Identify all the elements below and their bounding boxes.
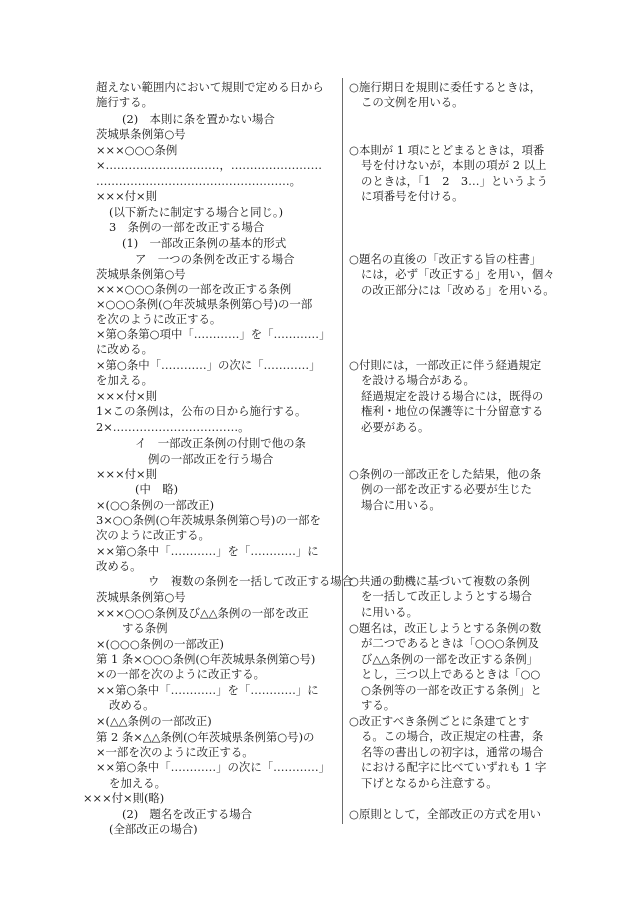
body-line: (2) 題名を改正する場合 [122,807,253,821]
annotation-line: を設ける場合がある。 [361,373,475,388]
body-line: 3×○○条例(○年茨城県条例第○号)の一部を [96,513,321,527]
annotation-line: び△△条例の一部を改正する条例」 [361,651,538,666]
annotation-line: 場合に用いる。 [361,497,441,512]
body-line: ×○○○条例(○年茨城県条例第○号)の一部 [96,297,313,311]
body-line: 次のように改正する。 [96,528,210,542]
body-line: ×第○条中「…………」の次に「…………」 [96,358,321,372]
body-line: ×××付×則 [96,467,157,481]
annotation-line: この文例を用いる。 [361,95,464,110]
body-line: ××第○条中「…………」を「…………」に [96,683,319,697]
body-line: ×一部を次のように改正する。 [96,745,254,759]
body-line: 第 1 条×○○○条例(○年茨城県条例第○号) [96,652,316,666]
body-line: する条例 [122,621,168,635]
annotation-line: 下げとなるから注意する。 [361,775,498,790]
body-line: 茨城県条例第○号 [96,127,186,141]
body-line: (全部改正の場合) [109,822,198,836]
annotation-line: が二つであるときは「○○○条例及 [361,636,539,651]
annotation-line: ○改正すべき条例ごとに条建てとす [349,714,530,728]
annotation-line: 経過規定を設ける場合には，既得の [361,388,544,403]
body-line: 施行する。 [96,95,153,109]
body-line: ……………………………………………。 [96,174,302,188]
body-line: ×(○○○条例の一部改正) [96,637,224,651]
body-line: (中 略) [135,482,179,496]
annotation-line: に用いる。 [361,604,418,619]
annotation-line: る。この場合，改正規定の柱書，条 [361,729,544,744]
annotation-line: に項番号を付ける。 [361,189,464,204]
body-line: イ 一部改正条例の付則で他の条 [135,436,306,450]
body-line: ウ 複数の条例を一括して改正する場合 [148,574,354,588]
annotation-line: とし，三つ以上であるときは「○○ [361,667,541,682]
body-line: (以下新たに制定する場合と同じ。) [109,205,284,219]
annotation-note [349,143,559,205]
body-line: (2) 本則に条を置かない場合 [122,112,275,126]
body-line: を加える。 [96,373,153,387]
body-line: ×(△△条例の一部改正) [96,714,212,728]
body-line: ×××○○○条例の一部を改正する条例 [96,282,292,296]
body-line: 改める。 [109,698,155,712]
annotation-line: 号を付けないが，本則の項が 2 以上 [361,158,547,173]
body-line: ××第○条中「…………」の次に「…………」 [96,760,331,774]
body-line: ×の一部を次のように改正する。 [96,667,266,681]
body-line: 茨城県条例第○号 [96,267,186,281]
annotation-note [349,714,559,791]
body-line: を加える。 [109,776,166,790]
annotation-note [349,252,559,298]
body-line: 超えない範囲内において規則で定める日から [96,80,324,94]
annotation-line: する。 [361,698,396,713]
body-line: (1) 一部改正条例の基本的形式 [122,236,287,250]
annotation-line: のときは，「1 2 3…」というよう [361,173,548,188]
annotation-line: の改正部分には「改める」を用いる。 [361,282,555,297]
annotation-line: ○施行期日を規則に委任するときは， [349,80,542,94]
annotation-note [349,467,559,513]
body-line: 例の一部改正を行う場合 [148,452,274,466]
body-line: ×××付×則 [96,189,157,203]
annotation-line: 名等の書出しの初字は，通常の場合 [361,744,544,759]
annotation-line: ○本則が 1 項にとどまるときは，項番 [349,143,545,157]
column-divider [342,78,343,824]
annotation-note [349,80,559,111]
body-line: ×××○○○条例 [96,143,178,157]
annotation-line: ○題名は，改正しようとする条例の数 [349,621,542,635]
body-line: ×…………………………，…………………… [96,158,322,172]
annotation-line: ○条例等の一部を改正する条例」と [361,682,542,697]
body-line: 第 2 条×△△条例(○年茨城県条例第○号)の [96,730,315,744]
annotation-line: 例の一部を改正する必要が生じた [361,482,532,497]
body-line: ×(○○条例の一部改正) [96,498,215,512]
body-line: 茨城県条例第○号 [96,590,186,604]
body-line: を次のように改正する。 [96,312,222,326]
annotation-line: における配字に比べていずれも 1 字 [361,760,547,775]
annotation-line: を一括して改正しようとする場合 [361,589,532,604]
annotation-note [349,621,559,713]
body-line: ×××付×則 [96,389,157,403]
annotation-line: ○付則には，一部改正に伴う経過規定 [349,358,542,372]
body-line: 3 条例の一部を改正する場合 [109,220,265,234]
body-line: 2×……………………………。 [96,420,250,434]
annotation-note [349,807,559,822]
annotation-line: 権利・地位の保護等に十分留意する [361,404,544,419]
annotation-line: ○共通の動機に基づいて複数の条例 [349,574,530,588]
body-line: 1×この条例は，公布の日から施行する。 [96,404,307,418]
body-line: 改める。 [96,559,142,573]
annotation-line: には，必ず「改正する」を用い，個々 [361,267,555,282]
body-line: ××第○条中「…………」を「…………」に [96,544,319,558]
annotation-note [349,358,559,435]
body-line: に改める。 [96,342,153,356]
body-line: ×××付×則(略) [83,791,165,805]
body-line: ×××○○○条例及び△△条例の一部を改正 [96,606,309,620]
annotation-line: 必要がある。 [361,419,430,434]
annotation-line: ○原則として，全部改正の方式を用い [349,807,541,821]
annotation-line: ○題名の直後の「改正する旨の柱書」 [349,252,542,266]
body-line: ×第○条第○項中「…………」を「…………」 [96,327,331,341]
body-line: ア 一つの条例を改正する場合 [135,252,295,266]
annotation-line: ○条例の一部改正をした結果，他の条 [349,467,542,481]
annotation-note [349,574,559,620]
